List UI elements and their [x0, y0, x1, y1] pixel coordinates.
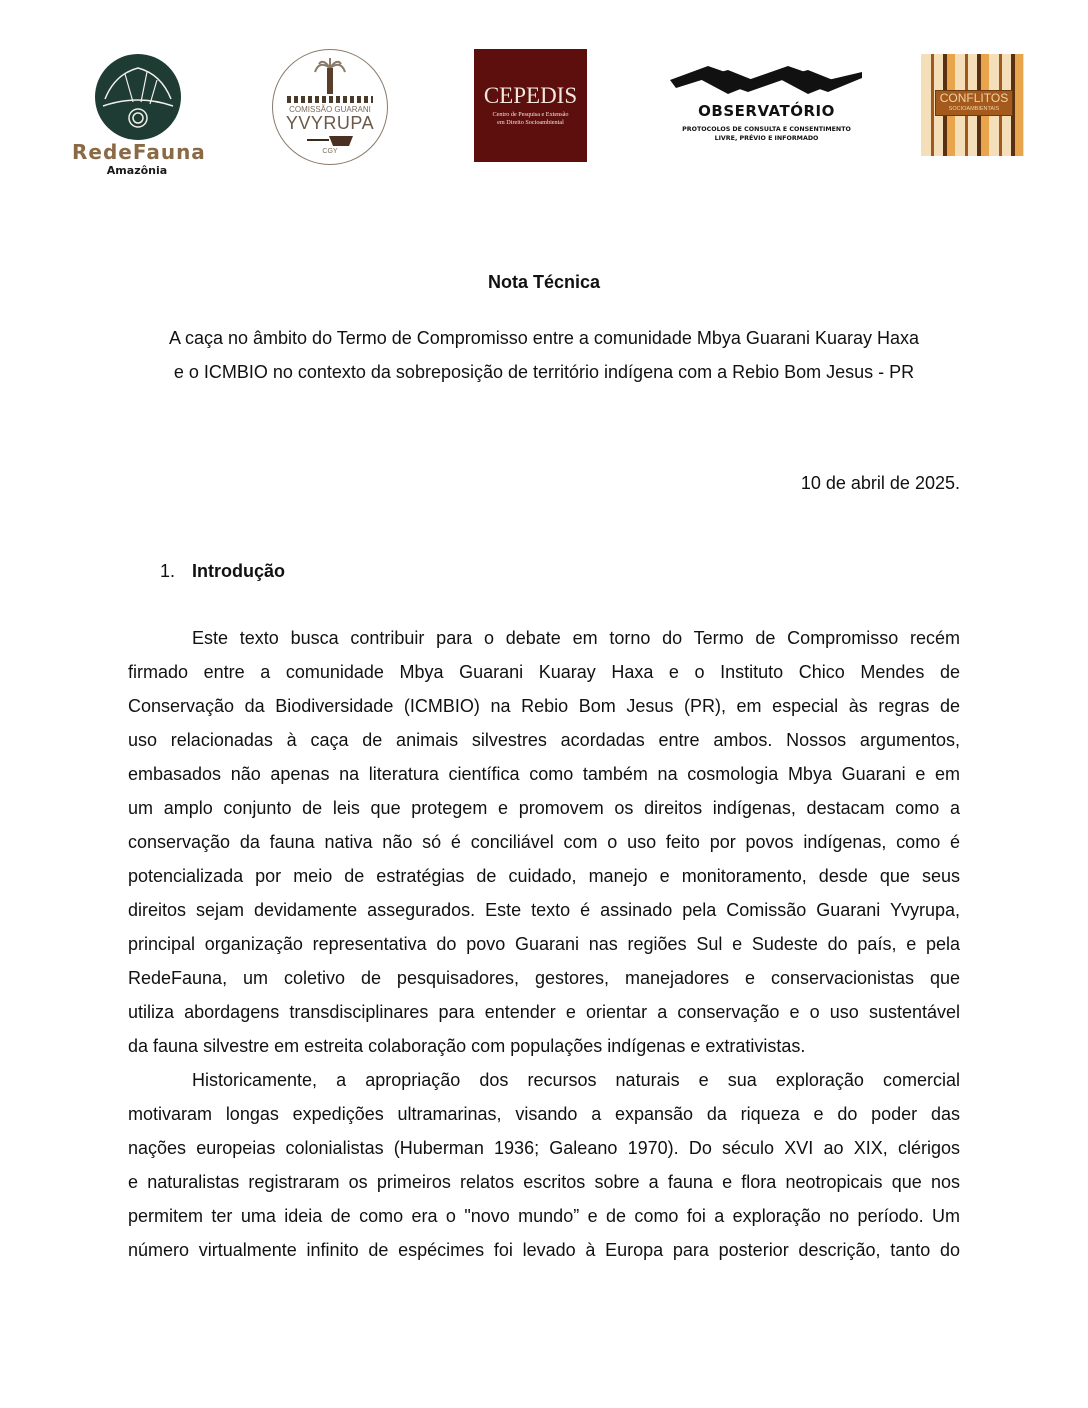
redefauna-emblem-icon [95, 54, 181, 140]
paragraph-line: potencializada por meio de estratégias de cuidado, manejo e monitoramento, desde que seus [128, 866, 960, 886]
section-title: Introdução [192, 561, 285, 581]
paragraph-line: utiliza abordagens transdisciplinares para entender e orientar a conservação e o uso sustentável [128, 1002, 960, 1022]
palm-tree-icon [313, 56, 347, 94]
observatorio-title: OBSERVATÓRIO [698, 102, 835, 120]
document-title: Nota Técnica [487, 272, 601, 292]
yvyrupa-line1: COMISSÃO GUARANI [289, 105, 371, 114]
paragraph-line: permitem ter uma ideia de como era o "novo mundo” e de como foi a exploração no período. Um [128, 1206, 960, 1226]
paragraph-line: uso relacionadas à caça de animais silvestres acordadas entre ambos. Nossos argumentos, [128, 730, 960, 750]
document-subtitle-line: A caça no âmbito do Termo de Compromisso entre a comunidade Mbya Guarani Kuaray Haxa [168, 328, 920, 348]
paragraph-line: principal organização representativa do povo Guarani nas regiões Sul e Sudeste do país, e pela [128, 934, 960, 954]
yvyrupa-line2: YVYRUPA [285, 113, 375, 133]
paragraph-line: número virtualmente infinito de espécimes foi levado à Europa para posterior descrição, tanto do [128, 1240, 960, 1260]
yvyrupa-logo [272, 49, 388, 165]
observatorio-logo [664, 64, 869, 148]
cepedis-logo [474, 49, 587, 162]
conflitos-label: CONFLITOS SOCIOAMBIENTAIS [935, 90, 1013, 116]
diamond-pattern-icon [668, 64, 864, 100]
redefauna-subtitle: Amazônia [106, 164, 168, 177]
canoe-icon [307, 136, 353, 146]
paragraph-line: um amplo conjunto de leis que protegem e promovem os direitos indígenas, destacam como a [128, 798, 960, 818]
observatorio-line1: PROTOCOLOS DE CONSULTA E CONSENTIMENTO [682, 126, 851, 133]
paragraph-line: embasados não apenas na literatura científica como também na cosmologia Mbya Guarani e em [128, 764, 960, 784]
zigzag-pattern [287, 96, 373, 103]
paragraph-line: direitos sejam devidamente assegurados. Este texto é assinado pela Comissão Guarani Yvyrupa, [128, 900, 960, 920]
paragraph-line: Este texto busca contribuir para o debate em torno do Termo de Compromisso recém [192, 628, 960, 648]
cepedis-subtitle: Centro de Pesquisa e Extensão em Direito Socioambiental [492, 111, 569, 126]
paragraph-line: e naturalistas registraram os primeiros relatos escritos sobre a fauna e flora neotropicais que nos [128, 1172, 960, 1192]
paragraph-line: nações europeias colonialistas (Huberman 1936; Galeano 1970). Do século XVI ao XIX, clérigos [128, 1138, 960, 1158]
section-number: 1. [160, 561, 176, 581]
document-subtitle-line: e o ICMBIO no contexto da sobreposição de território indígena com a Rebio Bom Jesus - PR [173, 362, 915, 382]
conflitos-logo [921, 54, 1024, 156]
redefauna-logo [72, 52, 206, 180]
cepedis-title: CEPEDIS [483, 83, 578, 108]
paragraph-line: motivaram longas expedições ultramarinas, visando a expansão da riqueza e do poder das [128, 1104, 960, 1124]
paragraph-line: da fauna silvestre em estreita colaboração com populações indígenas e extrativistas. [128, 1036, 806, 1056]
paragraph-line: firmado entre a comunidade Mbya Guarani Kuaray Haxa e o Instituto Chico Mendes de [128, 662, 960, 682]
paragraph-line: Historicamente, a apropriação dos recursos naturais e sua exploração comercial [192, 1070, 960, 1090]
paragraph-line: Conservação da Biodiversidade (ICMBIO) na Rebio Bom Jesus (PR), em especial às regras de [128, 696, 960, 716]
paragraph-line: RedeFauna, um coletivo de pesquisadores, gestores, manejadores e conservacionistas que [128, 968, 960, 988]
redefauna-name: RedeFauna [72, 140, 206, 164]
document-date: 10 de abril de 2025. [800, 473, 960, 493]
yvyrupa-line3: CGY [322, 148, 338, 155]
observatorio-line2: LIVRE, PRÉVIO E INFORMADO [714, 135, 819, 142]
section-heading [160, 561, 285, 582]
paragraph-line: conservação da fauna nativa não só é conciliável com o uso feito por povos indígenas, como é [128, 832, 960, 852]
